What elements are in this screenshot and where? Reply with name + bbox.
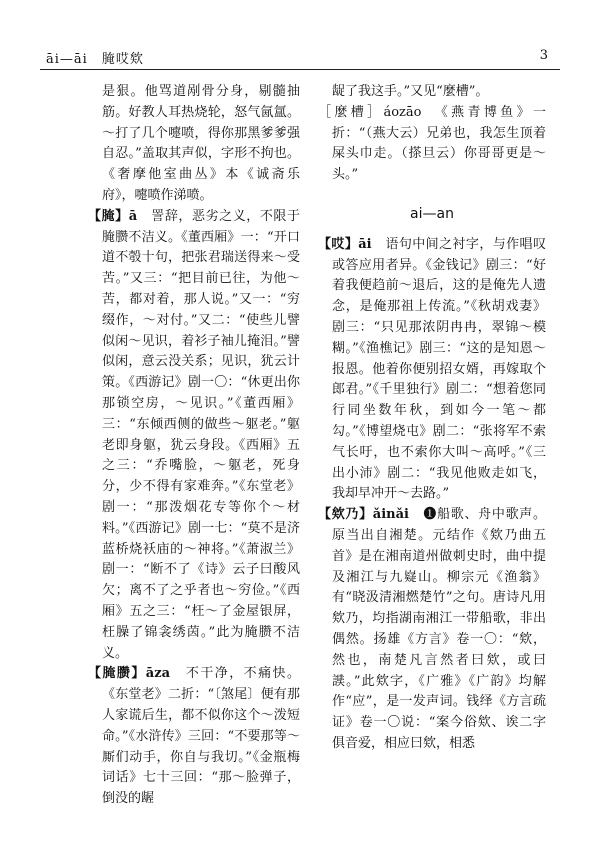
headword: 【哎】āi	[318, 236, 372, 252]
sense-number: ❶	[423, 507, 438, 523]
continued-text: 龊了我这手。”又见“麼槽”。	[332, 84, 489, 99]
section-label: ai—an	[410, 205, 454, 222]
entry-ai	[318, 235, 546, 505]
page-header	[40, 44, 560, 70]
right-column	[318, 82, 546, 755]
left-column	[88, 82, 300, 810]
entry-ainai	[318, 505, 546, 755]
continued-paragraph	[88, 82, 300, 207]
entry-an	[88, 207, 300, 665]
definition: 语句中间之衬字，与作唱叹或答应用者异。《金钱记》剧三：“好着我便趋前～退后，这的是俺先人遗念，是俺那祖上传流。”《秋胡戏妻》剧三：“只见那浓阴冉冉，翠锦～模糊。”《渔樵记》剧三：“这的是知恩～报恩。他着你便别招女婿，再嫁取个郎君。”《千里独行》剧二：“想着您同行同坐数年秋，到如今一笔～都勾。”《博望烧屯》剧二：“张将军不索气长吁，也不索你大叫～高呼。”《三出小沛》剧二：“我见他败走如飞，我却早冲开～去路。”	[332, 236, 546, 502]
definition: 詈辞，恶劣之义，不限于腌臜不洁义。《董西厢》一：“开口道不彀十句，把张君瑞送得来～受苦。”又三：“把目前已往，为他～苦，都对着，那人说。”又一：“穷缀作，～对付。”又二：“使些儿譬似闲～见识，着衫子袖儿掩泪。”譬似闲，意云没关系；见识，犹云计策。《西游记》剧一〇：“休更出你那锁空房，～见识。”《董西厢》三：“东倾西侧的做些～躯老。”躯老即身躯，犹云身段。《西厢》五之三：“乔嘴脸，～躯老，死身分，少不得有家难奔。”《东堂老》剧一：“那泼烟花专等你个～材料。”《西游记》剧一七：“莫不是济蓝桥烧袄庙的～神将。”《萧淑兰》剧一：“断不了《诗》云子曰酸风欠；离不了之乎者也～穷俭。”《西厢》五之三：“枉～了金屋银屏，枉臊了锦衾绣茵。”此为腌臜不洁义。	[102, 208, 300, 661]
headword: 【腌臜】āza	[88, 666, 170, 682]
page-number: 3	[539, 48, 548, 63]
continued-text: 是狠。他骂道剐骨分身，剔髓抽筋。好教人耳热烧轮，怒气氤氲。～打了几个嚏喷，得你那黑爹爹强自忍。”盖取其声似，字形不拘也。《奢摩他室曲丛》本《诚斋乐府》，嚏喷作涕喷。	[102, 84, 300, 203]
running-title: āi—āi 腌哎欸	[46, 52, 144, 67]
definition: 《燕青博鱼》一折：“（燕大云）兄弟也，我怎生顶着屎头巾走。（搽旦云）你哥哥更是～头。”	[332, 104, 546, 183]
sub-entry-aozao	[318, 103, 546, 186]
headword: 【腌】ā	[88, 208, 138, 224]
sub-headword: ［麼槽］áozāo	[318, 104, 422, 120]
continued-paragraph	[318, 82, 546, 103]
definition: 不干净，不痛快。《东堂老》二折：“〔煞尾〕便有那人家谎后生，都不似你这个～泼短命。”《水浒传》三回：“不要那等～厮们动手，你自与我切。”《金瓶梅词话》七十三回：“那～脸弹子，倒没的龌	[102, 666, 300, 807]
entry-anza	[88, 664, 300, 810]
headword: 【欸乃】ǎinǎi	[318, 507, 409, 523]
definition: 船歌、舟中歌声。原当出自湘楚。元结作《欸乃曲五首》是在湘南道州做刺史时，曲中提及湘江与九嶷山。柳宗元《渔翁》有“晓汲清湘燃楚竹”之句。唐诗凡用欸乃，均指湖南湘江一带船歌，非出偶然。扬雄《方言》卷一〇：“欸，然也，南楚凡言然者曰欸，或曰䜁。”此欸字，《广雅》《广韵》均解作“应”，是一发声词。钱绎《方言疏证》卷一〇说：“案今俗欸、诶二字俱音爱，相应曰欸，相悉	[332, 507, 546, 751]
header-rule	[40, 69, 560, 70]
